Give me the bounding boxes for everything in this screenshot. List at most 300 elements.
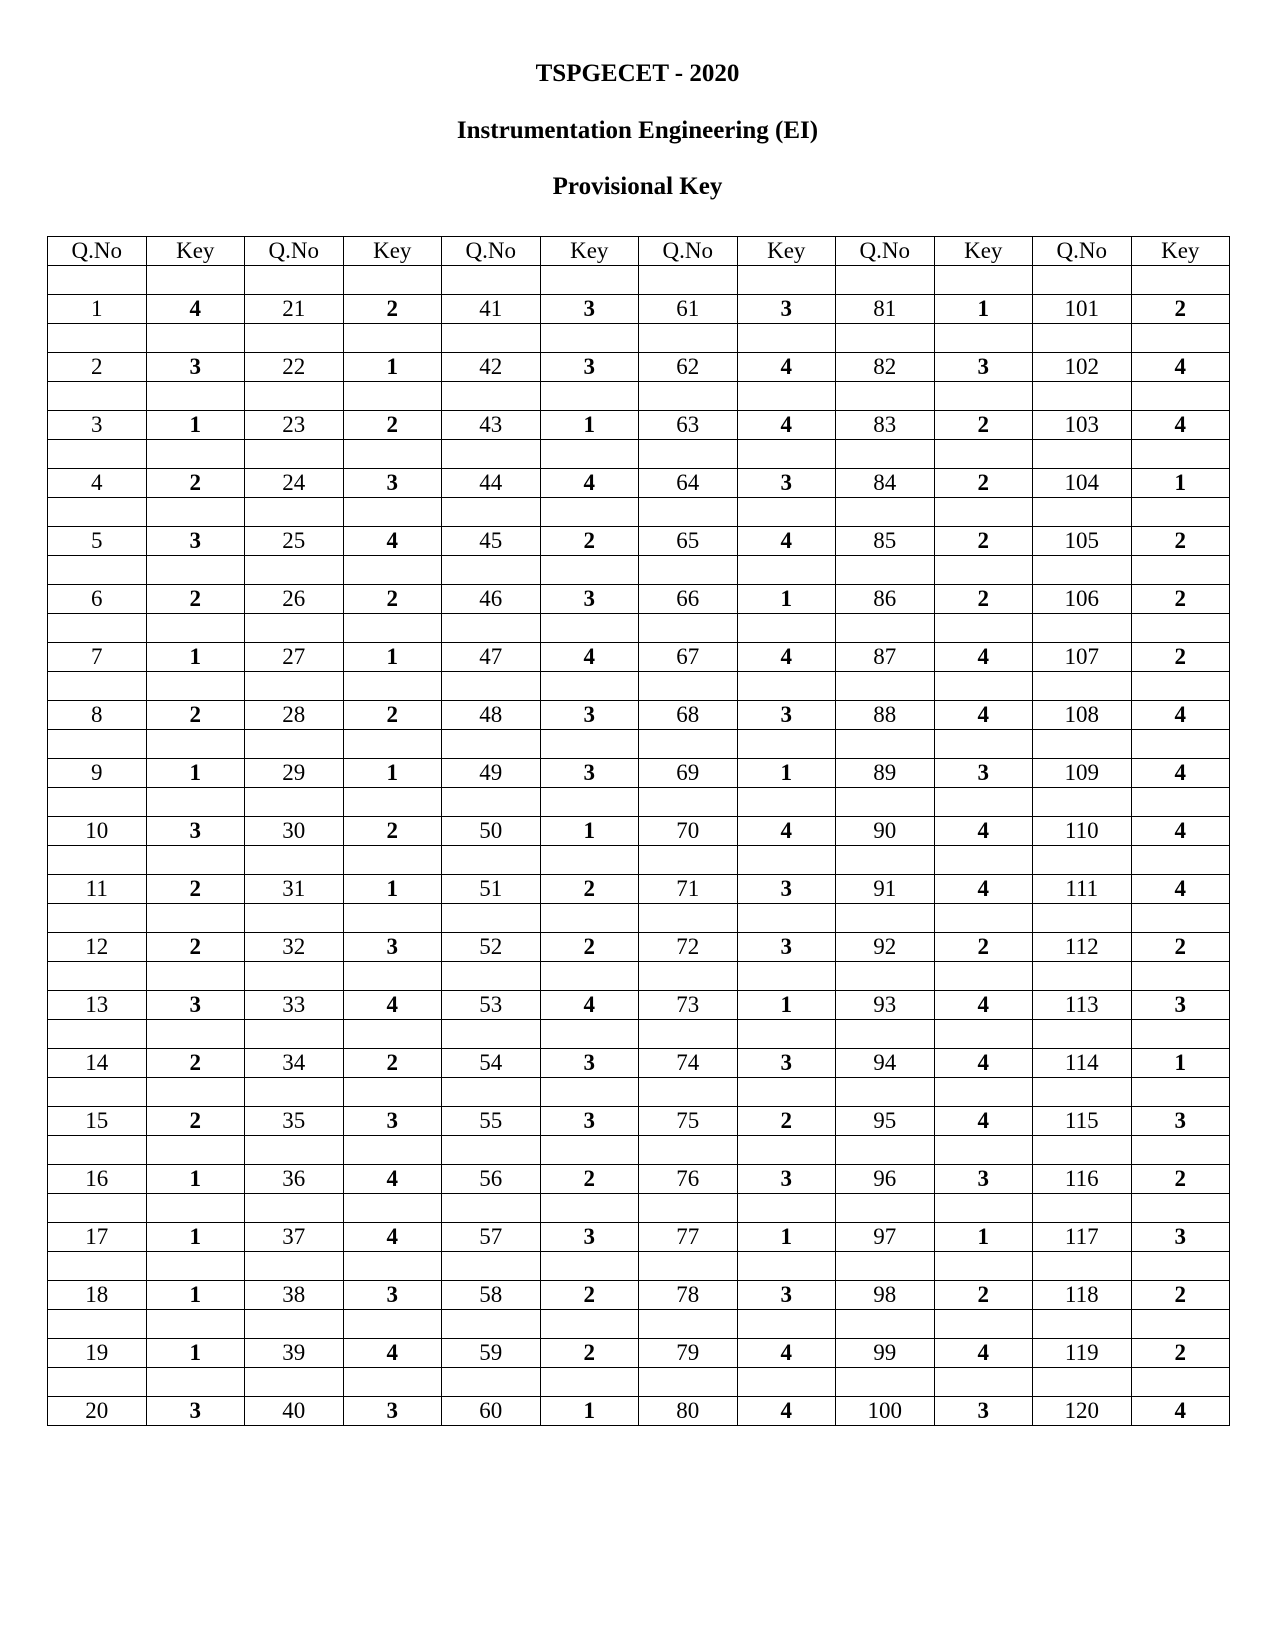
- answer-key-cell: 3: [540, 1107, 639, 1136]
- empty-cell: [540, 788, 639, 817]
- empty-cell: [639, 730, 738, 759]
- empty-cell: [540, 324, 639, 353]
- empty-cell: [442, 730, 541, 759]
- spacer-row: [48, 846, 1230, 875]
- column-header-qno: Q.No: [1033, 237, 1132, 266]
- question-number-cell: 114: [1033, 1049, 1132, 1078]
- question-number-cell: 1: [48, 295, 147, 324]
- empty-cell: [540, 904, 639, 933]
- question-number-cell: 71: [639, 875, 738, 904]
- answer-key-cell: 4: [737, 643, 836, 672]
- answer-key-cell: 3: [737, 933, 836, 962]
- answer-key-cell: 3: [540, 295, 639, 324]
- empty-cell: [737, 1078, 836, 1107]
- spacer-row: [48, 904, 1230, 933]
- empty-cell: [1131, 1252, 1230, 1281]
- table-row: [48, 469, 1230, 498]
- empty-cell: [48, 382, 147, 411]
- question-number-cell: 65: [639, 527, 738, 556]
- empty-cell: [639, 1310, 738, 1339]
- answer-key-cell: 4: [934, 1049, 1033, 1078]
- answer-key-cell: 4: [934, 991, 1033, 1020]
- answer-key-cell: 2: [146, 469, 245, 498]
- question-number-cell: 2: [48, 353, 147, 382]
- answer-key-cell: 3: [343, 933, 442, 962]
- empty-cell: [442, 498, 541, 527]
- empty-cell: [737, 324, 836, 353]
- empty-cell: [48, 788, 147, 817]
- empty-cell: [934, 730, 1033, 759]
- answer-key-cell: 3: [934, 1165, 1033, 1194]
- table-row: [48, 817, 1230, 846]
- spacer-row: [48, 440, 1230, 469]
- question-number-cell: 63: [639, 411, 738, 440]
- subject-title: Instrumentation Engineering (EI): [456, 117, 819, 144]
- empty-cell: [934, 324, 1033, 353]
- answer-key-cell: 2: [540, 1165, 639, 1194]
- empty-cell: [934, 1020, 1033, 1049]
- empty-cell: [146, 1136, 245, 1165]
- empty-cell: [1131, 730, 1230, 759]
- table-row: [48, 875, 1230, 904]
- empty-cell: [540, 382, 639, 411]
- empty-cell: [1033, 324, 1132, 353]
- answer-key-cell: 2: [146, 701, 245, 730]
- empty-cell: [540, 672, 639, 701]
- answer-key-cell: 4: [934, 875, 1033, 904]
- empty-cell: [343, 1020, 442, 1049]
- answer-key-cell: 3: [934, 353, 1033, 382]
- empty-cell: [48, 846, 147, 875]
- spacer-row: [48, 1368, 1230, 1397]
- question-number-cell: 96: [836, 1165, 935, 1194]
- question-number-cell: 94: [836, 1049, 935, 1078]
- empty-cell: [934, 962, 1033, 991]
- empty-cell: [146, 672, 245, 701]
- empty-cell: [442, 1136, 541, 1165]
- answer-key-cell: 4: [540, 643, 639, 672]
- answer-key-cell: 2: [540, 1339, 639, 1368]
- empty-cell: [343, 788, 442, 817]
- column-header-key: Key: [737, 237, 836, 266]
- answer-key-cell: 3: [1131, 991, 1230, 1020]
- empty-cell: [1033, 1310, 1132, 1339]
- empty-cell: [245, 1310, 344, 1339]
- question-number-cell: 56: [442, 1165, 541, 1194]
- question-number-cell: 51: [442, 875, 541, 904]
- answer-key-cell: 4: [540, 991, 639, 1020]
- empty-cell: [540, 1252, 639, 1281]
- empty-cell: [245, 962, 344, 991]
- answer-key-cell: 3: [343, 469, 442, 498]
- question-number-cell: 37: [245, 1223, 344, 1252]
- question-number-cell: 84: [836, 469, 935, 498]
- answer-key-cell: 2: [343, 585, 442, 614]
- empty-cell: [1033, 382, 1132, 411]
- empty-cell: [934, 498, 1033, 527]
- empty-cell: [639, 1252, 738, 1281]
- empty-cell: [245, 1252, 344, 1281]
- question-number-cell: 23: [245, 411, 344, 440]
- empty-cell: [442, 614, 541, 643]
- empty-cell: [1131, 1078, 1230, 1107]
- answer-key-cell: 1: [934, 1223, 1033, 1252]
- empty-cell: [343, 1194, 442, 1223]
- empty-cell: [1033, 730, 1132, 759]
- answer-key-cell: 1: [737, 991, 836, 1020]
- question-number-cell: 3: [48, 411, 147, 440]
- question-number-cell: 117: [1033, 1223, 1132, 1252]
- empty-cell: [836, 788, 935, 817]
- answer-key-cell: 2: [1131, 643, 1230, 672]
- question-number-cell: 98: [836, 1281, 935, 1310]
- empty-cell: [540, 266, 639, 295]
- empty-cell: [540, 1368, 639, 1397]
- question-number-cell: 110: [1033, 817, 1132, 846]
- answer-key-cell: 3: [540, 1049, 639, 1078]
- question-number-cell: 69: [639, 759, 738, 788]
- question-number-cell: 24: [245, 469, 344, 498]
- empty-cell: [737, 498, 836, 527]
- question-number-cell: 85: [836, 527, 935, 556]
- empty-cell: [639, 962, 738, 991]
- question-number-cell: 42: [442, 353, 541, 382]
- answer-key-cell: 4: [737, 353, 836, 382]
- empty-cell: [639, 1194, 738, 1223]
- empty-cell: [639, 1078, 738, 1107]
- empty-cell: [737, 1310, 836, 1339]
- empty-cell: [146, 730, 245, 759]
- empty-cell: [146, 962, 245, 991]
- empty-cell: [1131, 1310, 1230, 1339]
- question-number-cell: 61: [639, 295, 738, 324]
- empty-cell: [934, 1078, 1033, 1107]
- empty-cell: [737, 788, 836, 817]
- empty-cell: [1131, 324, 1230, 353]
- question-number-cell: 34: [245, 1049, 344, 1078]
- answer-key-cell: 3: [343, 1397, 442, 1426]
- spacer-row: [48, 498, 1230, 527]
- empty-cell: [245, 846, 344, 875]
- empty-cell: [1131, 672, 1230, 701]
- spacer-row: [48, 556, 1230, 585]
- empty-cell: [1131, 1368, 1230, 1397]
- empty-cell: [836, 1194, 935, 1223]
- question-number-cell: 28: [245, 701, 344, 730]
- question-number-cell: 48: [442, 701, 541, 730]
- table-row: [48, 1223, 1230, 1252]
- answer-key-cell: 4: [934, 643, 1033, 672]
- empty-cell: [1033, 498, 1132, 527]
- answer-key-cell: 2: [540, 527, 639, 556]
- question-number-cell: 7: [48, 643, 147, 672]
- empty-cell: [343, 1078, 442, 1107]
- empty-cell: [934, 556, 1033, 585]
- empty-cell: [737, 440, 836, 469]
- empty-cell: [934, 1194, 1033, 1223]
- question-number-cell: 92: [836, 933, 935, 962]
- empty-cell: [836, 904, 935, 933]
- question-number-cell: 72: [639, 933, 738, 962]
- question-number-cell: 14: [48, 1049, 147, 1078]
- empty-cell: [639, 324, 738, 353]
- empty-cell: [343, 324, 442, 353]
- empty-cell: [146, 1368, 245, 1397]
- question-number-cell: 10: [48, 817, 147, 846]
- answer-key-cell: 4: [934, 817, 1033, 846]
- answer-key-cell: 1: [540, 1397, 639, 1426]
- question-number-cell: 39: [245, 1339, 344, 1368]
- empty-cell: [1033, 846, 1132, 875]
- question-number-cell: 118: [1033, 1281, 1132, 1310]
- question-number-cell: 62: [639, 353, 738, 382]
- question-number-cell: 103: [1033, 411, 1132, 440]
- question-number-cell: 90: [836, 817, 935, 846]
- question-number-cell: 11: [48, 875, 147, 904]
- question-number-cell: 82: [836, 353, 935, 382]
- question-number-cell: 4: [48, 469, 147, 498]
- question-number-cell: 70: [639, 817, 738, 846]
- empty-cell: [48, 266, 147, 295]
- table-body: [48, 266, 1230, 1426]
- question-number-cell: 111: [1033, 875, 1132, 904]
- answer-key-cell: 1: [343, 353, 442, 382]
- question-number-cell: 44: [442, 469, 541, 498]
- empty-cell: [245, 266, 344, 295]
- question-number-cell: 88: [836, 701, 935, 730]
- answer-key-cell: 2: [1131, 933, 1230, 962]
- question-number-cell: 46: [442, 585, 541, 614]
- spacer-row: [48, 1020, 1230, 1049]
- empty-cell: [639, 788, 738, 817]
- empty-cell: [1033, 614, 1132, 643]
- empty-cell: [48, 1368, 147, 1397]
- question-number-cell: 99: [836, 1339, 935, 1368]
- empty-cell: [737, 1136, 836, 1165]
- empty-cell: [1033, 672, 1132, 701]
- empty-cell: [737, 730, 836, 759]
- empty-cell: [836, 672, 935, 701]
- empty-cell: [639, 672, 738, 701]
- question-number-cell: 104: [1033, 469, 1132, 498]
- empty-cell: [146, 788, 245, 817]
- answer-key-cell: 3: [1131, 1107, 1230, 1136]
- empty-cell: [639, 498, 738, 527]
- question-number-cell: 47: [442, 643, 541, 672]
- empty-cell: [48, 1194, 147, 1223]
- empty-cell: [146, 846, 245, 875]
- spacer-row: [48, 614, 1230, 643]
- answer-key-cell: 1: [737, 1223, 836, 1252]
- empty-cell: [1131, 440, 1230, 469]
- spacer-row: [48, 788, 1230, 817]
- empty-cell: [934, 846, 1033, 875]
- answer-key-cell: 1: [146, 759, 245, 788]
- answer-key-cell: 2: [343, 701, 442, 730]
- empty-cell: [737, 1368, 836, 1397]
- answer-key-cell: 3: [343, 1107, 442, 1136]
- empty-cell: [540, 1194, 639, 1223]
- answer-key-cell: 3: [146, 817, 245, 846]
- answer-key-cell: 1: [343, 759, 442, 788]
- question-number-cell: 108: [1033, 701, 1132, 730]
- empty-cell: [442, 672, 541, 701]
- question-number-cell: 22: [245, 353, 344, 382]
- empty-cell: [836, 962, 935, 991]
- empty-cell: [1131, 846, 1230, 875]
- answer-key-cell: 1: [1131, 1049, 1230, 1078]
- empty-cell: [343, 846, 442, 875]
- answer-key-cell: 4: [146, 295, 245, 324]
- answer-key-cell: 1: [146, 643, 245, 672]
- answer-key-cell: 3: [1131, 1223, 1230, 1252]
- question-number-cell: 31: [245, 875, 344, 904]
- empty-cell: [1131, 962, 1230, 991]
- empty-cell: [1131, 382, 1230, 411]
- empty-cell: [540, 846, 639, 875]
- empty-cell: [737, 266, 836, 295]
- empty-cell: [1033, 1078, 1132, 1107]
- answer-key-table: [47, 236, 1230, 1426]
- empty-cell: [737, 904, 836, 933]
- question-number-cell: 106: [1033, 585, 1132, 614]
- answer-key-cell: 4: [1131, 875, 1230, 904]
- empty-cell: [48, 1310, 147, 1339]
- question-number-cell: 13: [48, 991, 147, 1020]
- answer-key-cell: 4: [737, 817, 836, 846]
- empty-cell: [442, 962, 541, 991]
- question-number-cell: 101: [1033, 295, 1132, 324]
- empty-cell: [639, 1368, 738, 1397]
- empty-cell: [146, 904, 245, 933]
- empty-cell: [343, 672, 442, 701]
- question-number-cell: 49: [442, 759, 541, 788]
- empty-cell: [639, 266, 738, 295]
- empty-cell: [245, 788, 344, 817]
- answer-key-cell: 4: [343, 527, 442, 556]
- empty-cell: [146, 1020, 245, 1049]
- empty-cell: [836, 266, 935, 295]
- column-header-qno: Q.No: [48, 237, 147, 266]
- answer-key-cell: 2: [343, 295, 442, 324]
- empty-cell: [442, 788, 541, 817]
- empty-cell: [1033, 962, 1132, 991]
- question-number-cell: 78: [639, 1281, 738, 1310]
- question-number-cell: 76: [639, 1165, 738, 1194]
- question-number-cell: 18: [48, 1281, 147, 1310]
- answer-key-cell: 3: [737, 469, 836, 498]
- answer-key-cell: 2: [146, 933, 245, 962]
- answer-key-cell: 2: [343, 411, 442, 440]
- question-number-cell: 35: [245, 1107, 344, 1136]
- empty-cell: [245, 730, 344, 759]
- answer-key-cell: 1: [737, 759, 836, 788]
- question-number-cell: 60: [442, 1397, 541, 1426]
- empty-cell: [146, 614, 245, 643]
- empty-cell: [737, 1020, 836, 1049]
- question-number-cell: 87: [836, 643, 935, 672]
- question-number-cell: 86: [836, 585, 935, 614]
- empty-cell: [639, 1136, 738, 1165]
- question-number-cell: 74: [639, 1049, 738, 1078]
- answer-key-cell: 4: [737, 411, 836, 440]
- table-row: [48, 1397, 1230, 1426]
- question-number-cell: 75: [639, 1107, 738, 1136]
- answer-key-cell: 3: [737, 1165, 836, 1194]
- answer-key-cell: 2: [146, 1049, 245, 1078]
- empty-cell: [146, 1310, 245, 1339]
- empty-cell: [48, 556, 147, 585]
- answer-key-cell: 1: [146, 1281, 245, 1310]
- table-row: [48, 759, 1230, 788]
- empty-cell: [540, 1136, 639, 1165]
- empty-cell: [836, 1136, 935, 1165]
- answer-key-cell: 4: [343, 1165, 442, 1194]
- empty-cell: [442, 556, 541, 585]
- answer-key-cell: 1: [146, 1223, 245, 1252]
- answer-key-cell: 3: [737, 295, 836, 324]
- empty-cell: [836, 1252, 935, 1281]
- question-number-cell: 8: [48, 701, 147, 730]
- empty-cell: [540, 556, 639, 585]
- answer-key-cell: 2: [934, 411, 1033, 440]
- question-number-cell: 26: [245, 585, 344, 614]
- question-number-cell: 21: [245, 295, 344, 324]
- question-number-cell: 33: [245, 991, 344, 1020]
- answer-key-cell: 4: [934, 701, 1033, 730]
- question-number-cell: 100: [836, 1397, 935, 1426]
- question-number-cell: 105: [1033, 527, 1132, 556]
- table-row: [48, 527, 1230, 556]
- question-number-cell: 67: [639, 643, 738, 672]
- empty-cell: [836, 324, 935, 353]
- answer-key-cell: 2: [934, 585, 1033, 614]
- answer-key-cell: 4: [1131, 1397, 1230, 1426]
- empty-cell: [245, 1078, 344, 1107]
- question-number-cell: 97: [836, 1223, 935, 1252]
- spacer-row: [48, 1136, 1230, 1165]
- empty-cell: [1033, 266, 1132, 295]
- question-number-cell: 112: [1033, 933, 1132, 962]
- empty-cell: [836, 614, 935, 643]
- empty-cell: [540, 1078, 639, 1107]
- empty-cell: [245, 1020, 344, 1049]
- empty-cell: [836, 498, 935, 527]
- question-number-cell: 6: [48, 585, 147, 614]
- empty-cell: [343, 614, 442, 643]
- empty-cell: [1033, 1252, 1132, 1281]
- empty-cell: [442, 904, 541, 933]
- empty-cell: [737, 672, 836, 701]
- question-number-cell: 115: [1033, 1107, 1132, 1136]
- question-number-cell: 120: [1033, 1397, 1132, 1426]
- exam-title: TSPGECET - 2020: [535, 60, 740, 87]
- spacer-row: [48, 1310, 1230, 1339]
- empty-cell: [836, 1310, 935, 1339]
- column-header-key: Key: [1131, 237, 1230, 266]
- empty-cell: [836, 382, 935, 411]
- empty-cell: [737, 846, 836, 875]
- answer-key-cell: 3: [540, 353, 639, 382]
- empty-cell: [442, 1078, 541, 1107]
- empty-cell: [934, 788, 1033, 817]
- answer-key-cell: 2: [343, 1049, 442, 1078]
- empty-cell: [245, 1136, 344, 1165]
- question-number-cell: 80: [639, 1397, 738, 1426]
- answer-key-cell: 1: [146, 411, 245, 440]
- answer-key-cell: 4: [343, 1339, 442, 1368]
- empty-cell: [836, 730, 935, 759]
